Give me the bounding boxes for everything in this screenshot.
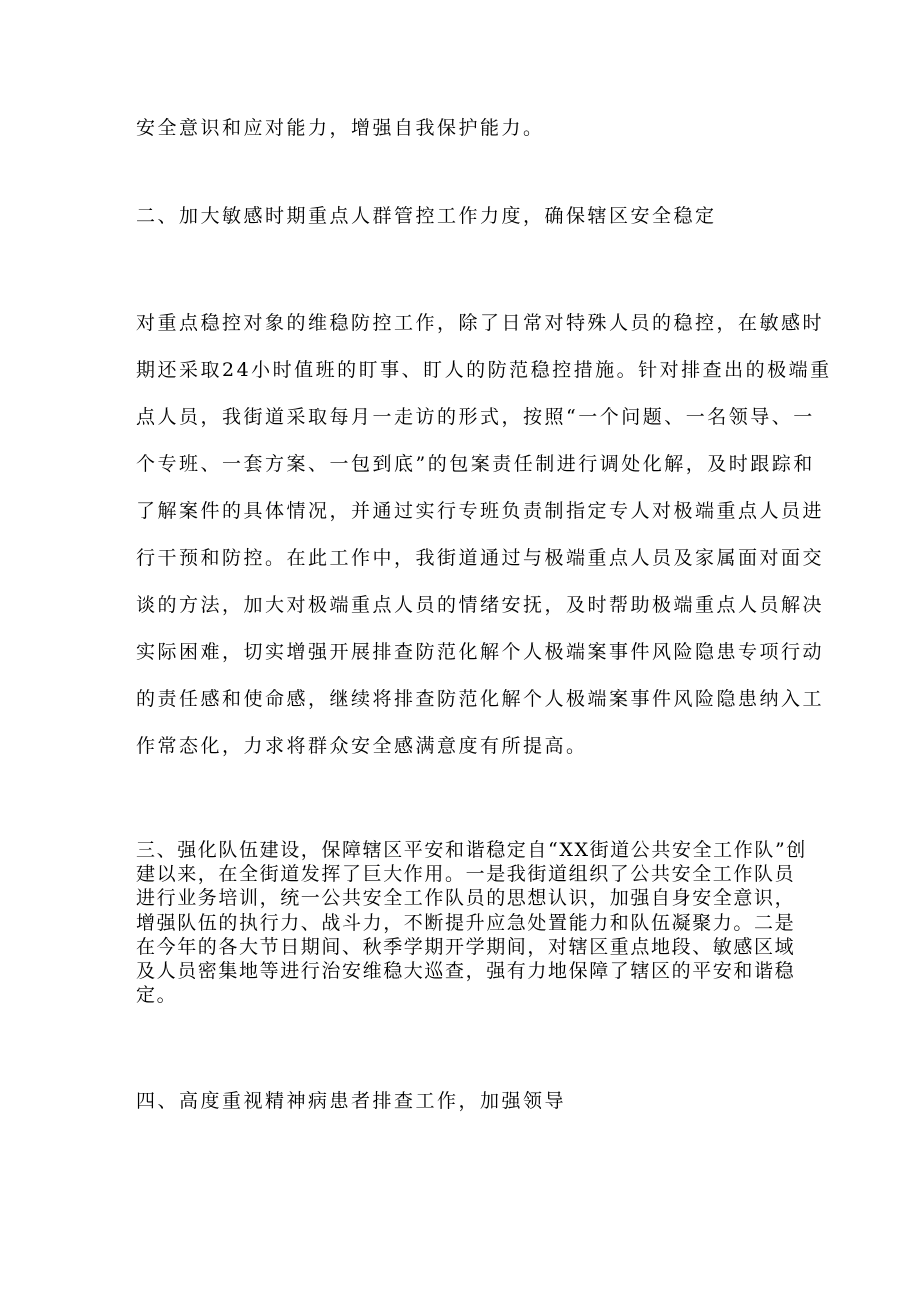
section-heading-4 (136, 1087, 786, 1115)
section-3-body (136, 838, 807, 1007)
heading-text: 四、高度重视精神病患者排查工作，加强领导 (136, 1090, 567, 1112)
paragraph-line: 建以来，在全街道发挥了巨大作用。一是我街道组织了公共安全工作队员 (136, 863, 796, 886)
paragraph-line: 进行业务培训，统一公共安全工作队员的思想认识，加强自身安全意识， (136, 887, 796, 910)
paragraph-line: 作常态化，力求将群众安全感满意度有所提高。 (136, 735, 588, 757)
section-heading-2 (136, 202, 786, 230)
paragraph-line: 在今年的各大节日期间、秋季学期开学期间，对辖区重点地段、敏感区域 (136, 935, 796, 958)
paragraph-line: 安全意识和应对能力，增强自我保护能力。 (136, 117, 545, 139)
paragraph-line: 及人员密集地等进行治安维稳大巡查，强有力地保障了辖区的平安和谐稳 (136, 960, 796, 983)
paragraph-line: 期还采取24小时值班的盯事、盯人的防范稳控措施。针对排查出的极端重 (136, 359, 832, 381)
paragraph-line: 对重点稳控对象的维稳防控工作，除了日常对特殊人员的稳控，在敏感时 (136, 312, 825, 334)
paragraph-line: 行干预和防控。在此工作中，我街道通过与极端重点人员及家属面对面交 (136, 547, 825, 569)
paragraph-line: 点人员，我街道采取每月一走访的形式，按照“一个问题、一名领导、一 (136, 406, 815, 428)
section-2-body (136, 300, 832, 770)
paragraph-line: 个专班、一套方案、一包到底”的包案责任制进行调处化解，及时跟踪和 (136, 453, 815, 475)
paragraph-line: 增强队伍的执行力、战斗力，不断提升应急处置能力和队伍凝聚力。二是 (136, 911, 796, 934)
paragraph-line: 了解案件的具体情况，并通过实行专班负责制指定专人对极端重点人员进 (136, 500, 825, 522)
paragraph-line: 定。 (136, 984, 178, 1007)
heading-text: 二、加大敏感时期重点人群管控工作力度，确保辖区安全稳定 (136, 205, 717, 227)
paragraph-continuation (136, 114, 786, 142)
paragraph-line: 的责任感和使命感，继续将排查防范化解个人极端案事件风险隐患纳入工 (136, 688, 825, 710)
paragraph-line: 三、强化队伍建设，保障辖区平安和谐稳定自“XX街道公共安全工作队”创 (136, 839, 807, 861)
paragraph-line: 谈的方法，加大对极端重点人员的情绪安抚，及时帮助极端重点人员解决 (136, 594, 825, 616)
paragraph-line: 实际困难，切实增强开展排查防范化解个人极端案事件风险隐患专项行动 (136, 641, 825, 663)
